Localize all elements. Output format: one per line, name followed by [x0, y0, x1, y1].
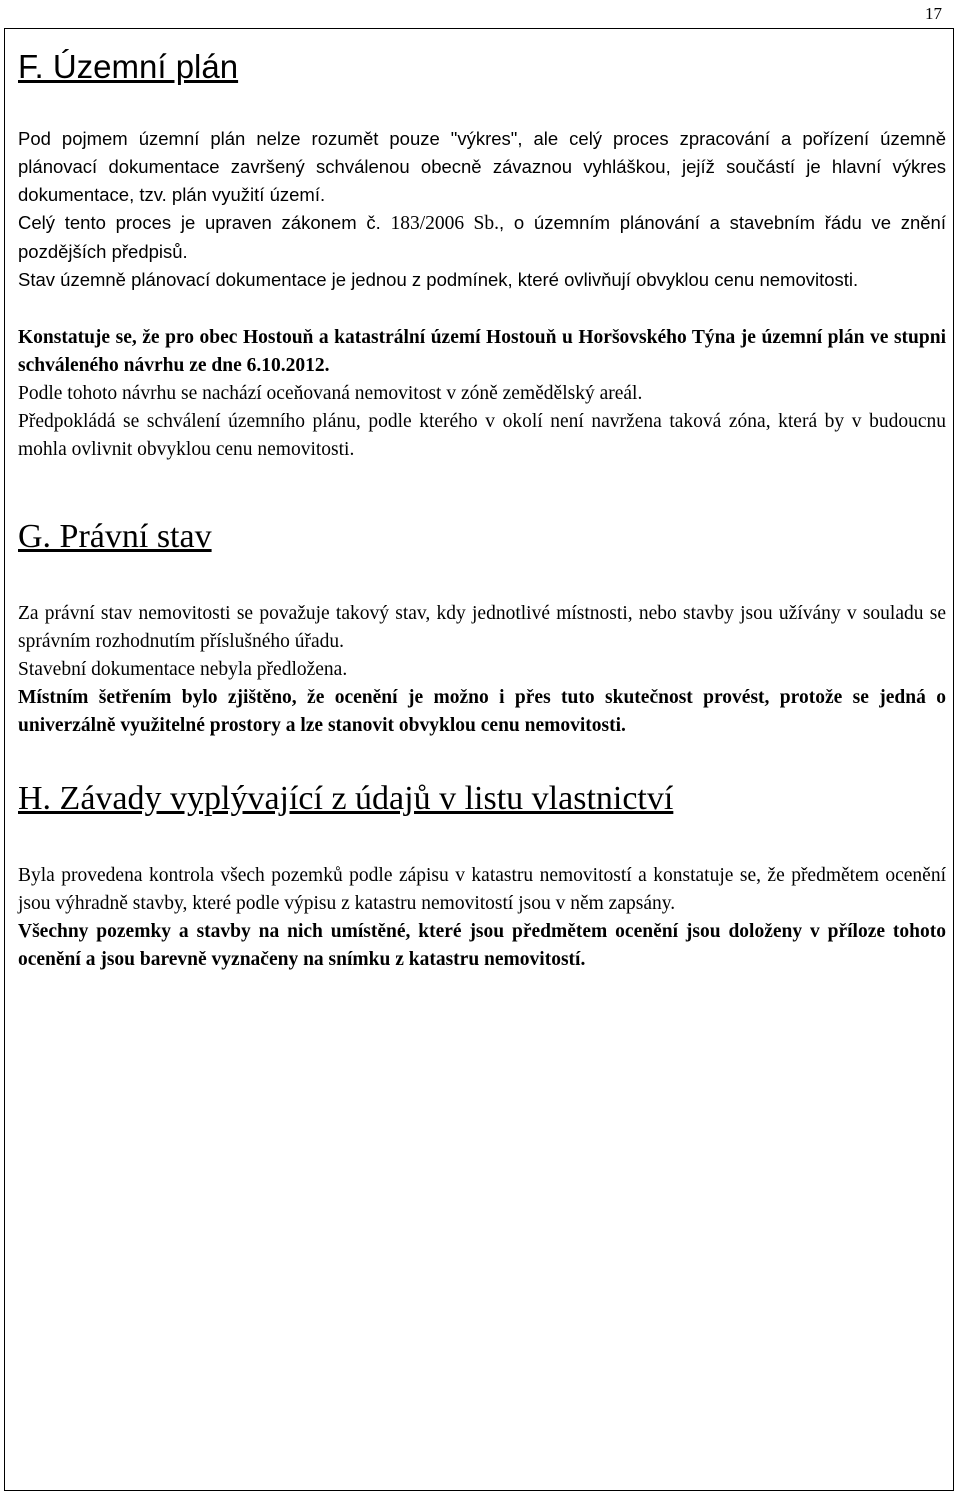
section-g-bold-statement: Místním šetřením bylo zjištěno, že ocenění je možno i přes tuto skutečnost provést, protože se jedná o univerzálně využitelné prostory a lze stanovit obvyklou cenu nemovitosti. [18, 687, 946, 736]
section-g-heading: G. Právní stav [18, 518, 212, 555]
section-h-bold-statement: Všechny pozemky a stavby na nich umístěné, které jsou předmětem ocenění jsou doloženy v příloze tohoto ocenění a jsou barevně vyznačeny na snímku z katastru nemovitostí. [18, 921, 946, 970]
section-f-paragraph-2 [18, 209, 946, 266]
section-g-paragraph-3 [18, 684, 946, 740]
section-f-paragraph-3: Stav územně plánovací dokumentace je jednou z podmínek, které ovlivňují obvyklou cenu nemovitosti. [18, 269, 859, 290]
section-f-bold-statement: Konstatuje se, že pro obec Hostouň a katastrální území Hostouň u Horšovského Týna je územní plán ve stupni schváleného návrhu ze dne 6.10.2012. [18, 327, 946, 376]
section-f-p2-text-end: , o územním plánování a stavebním řádu ve znění pozdějších předpisů. [18, 212, 946, 262]
section-f-paragraph-4 [18, 324, 946, 380]
section-f-p2-text: Celý tento proces je upraven zákonem č. [18, 212, 391, 233]
section-f-paragraph-6: Předpokládá se schválení územního plánu, podle kterého v okolí není navržena taková zóna, která by v budoucnu mohla ovlivnit obvyklou cenu nemovitosti. [18, 411, 946, 460]
law-reference: 183/2006 Sb. [390, 213, 500, 234]
section-f-paragraph-5: Podle tohoto návrhu se nachází oceňovaná nemovitost v zóně zemědělský areál. [18, 383, 643, 404]
section-g-paragraph-2: Stavební dokumentace nebyla předložena. [18, 659, 348, 680]
section-h-heading: H. Závady vyplývající z údajů v listu vlastnictví [18, 780, 674, 817]
section-h-paragraph-1: Byla provedena kontrola všech pozemků podle zápisu v katastru nemovitostí a konstatuje se, že předmětem ocenění jsou výhradně stavby, které podle výpisu z katastru nemovitostí jsou v něm zapsány. [18, 865, 946, 914]
page-number: 17 [925, 4, 942, 23]
section-f-paragraph-1: Pod pojmem územní plán nelze rozumět pouze "výkres", ale celý proces zpracování a pořízení územně plánovací dokumentace završený schválenou obecně závaznou vyhláškou, jejíž součástí je hlavní výkres dokumentace, tzv. plán využití území. [18, 128, 946, 205]
section-g-paragraph-1: Za právní stav nemovitosti se považuje takový stav, kdy jednotlivé místnosti, nebo stavby jsou užívány v souladu se správním rozhodnutím příslušného úřadu. [18, 603, 946, 652]
section-f-heading: F. Územní plán [18, 48, 239, 85]
document-body [18, 44, 946, 974]
section-h-paragraph-2 [18, 918, 946, 974]
